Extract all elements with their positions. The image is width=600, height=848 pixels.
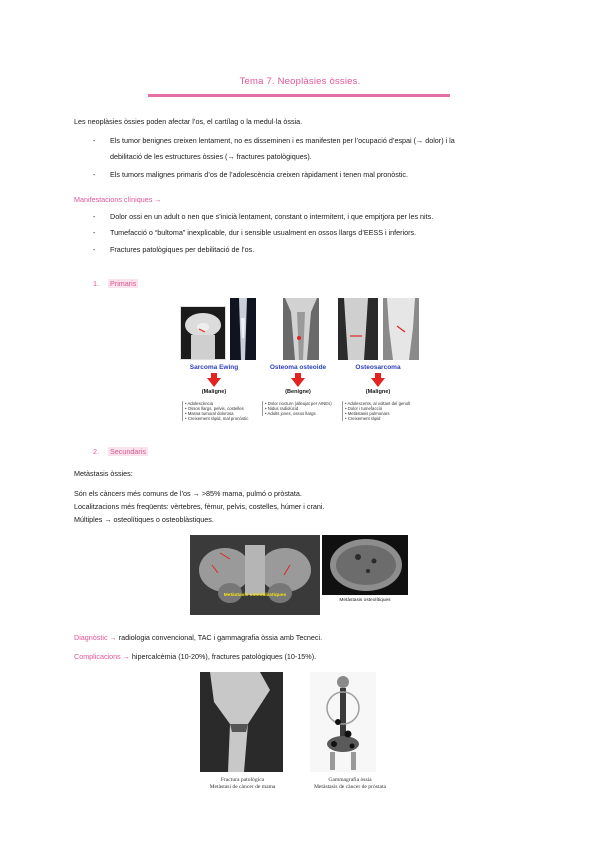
osteosarcoma-xray-image-1 bbox=[338, 298, 378, 360]
metastasis-line-1: Són els càncers més comuns de l’os → >85% mama, pulmó o pròstata. bbox=[74, 489, 302, 498]
arrow-down-icon bbox=[371, 373, 385, 387]
tumour-1-note: • Creixement ràpid, mal pronòstic bbox=[185, 416, 249, 421]
tumour-3-note: • Adolescents, al voltant del genoll bbox=[345, 401, 411, 406]
fracture-caption-line: Fractura patològica bbox=[220, 777, 265, 783]
tumour-name-3: Osteosarcoma bbox=[355, 364, 401, 371]
osteosarcoma-xray-image-2 bbox=[383, 298, 419, 360]
pelvis-xray-image bbox=[190, 535, 320, 615]
tumour-type-2: (Benigne) bbox=[285, 389, 311, 395]
xray-osteosarcoma-1 bbox=[338, 298, 378, 360]
xray-ewing-longbone bbox=[230, 298, 256, 360]
bone-scan-caption bbox=[300, 777, 400, 790]
section-2-label bbox=[108, 447, 148, 456]
fracture-xray-image bbox=[200, 672, 283, 772]
tumour-notes-3 bbox=[342, 401, 423, 421]
tumour-1-note: • Ossos llargs, pelvis, costelles bbox=[185, 406, 244, 411]
intro-bullet-1: Els tumor benignes creixen lentament, no es disseminen i es manifesten per l’ocupació d’espai (→ dolor) i la bbox=[110, 136, 455, 145]
manifestacio-item-1: Dolor ossi en un adult o nen que s’inicià lentament, constant o intermitent, i que empitjora per les nits. bbox=[110, 212, 434, 221]
complications-line bbox=[74, 652, 316, 661]
diagnostic-line bbox=[74, 633, 322, 642]
pelvis-caption: Metàstasis osteoblàstiques bbox=[223, 593, 287, 598]
manifestacio-item-2: Tumefacció o “bultoma” inexplicable, dur i sensible usualment en ossos llargs d’EESS i inferiors. bbox=[110, 228, 417, 237]
bullet-dash: - bbox=[93, 170, 96, 179]
section-2-label-text: Secundaris bbox=[110, 447, 146, 456]
knee-xray-image bbox=[181, 307, 225, 359]
complications-label: Complicacions → bbox=[74, 652, 130, 661]
tumour-name-1: Sarcoma Ewing bbox=[189, 364, 239, 371]
metastasis-subheading: Metàstasis òssies: bbox=[74, 469, 133, 478]
tumour-1-note: • Adolescència bbox=[185, 401, 214, 406]
tumour-type-1: (Maligne) bbox=[201, 389, 227, 395]
diagnostic-text: radiologia convencional, TAC i gammagrafia òssia amb Tecneci. bbox=[118, 633, 323, 642]
fracture-caption bbox=[195, 777, 290, 790]
tumour-type-3: (Maligne) bbox=[365, 389, 391, 395]
diagnostic-label: Diagnòstic → bbox=[74, 633, 117, 642]
tumour-2-note: • Nidus radiolúcid bbox=[265, 406, 299, 411]
bullet-dash: - bbox=[93, 228, 96, 237]
primary-tumours-figure bbox=[180, 296, 420, 436]
intro-lead: Les neoplàsies òssies poden afectar l’os, el cartílag o la medul·la òssia. bbox=[74, 117, 303, 126]
bone-scan-image bbox=[310, 672, 376, 772]
bone-scan-caption-line: Gammagrafia òssia bbox=[328, 777, 372, 783]
xray-osteosarcoma-2 bbox=[383, 298, 419, 360]
xray-osteoid-osteoma bbox=[283, 298, 319, 360]
page-title: Tema 7. Neoplàsies òssies. bbox=[239, 76, 361, 87]
osteoma-xray-image bbox=[283, 298, 319, 360]
skull-caption: Metàstasis osteolítiques bbox=[339, 598, 391, 603]
metastasis-line-3: Múltiples → osteolítiques o osteoblàstiques. bbox=[74, 515, 214, 524]
manifestacions-heading: Manifestacions clíniques → bbox=[74, 195, 162, 204]
xray-ewing-knee bbox=[180, 306, 226, 360]
tumour-notes-2 bbox=[262, 401, 341, 416]
bone-scan bbox=[310, 672, 376, 772]
manifestacio-item-3: Fractures patològiques per debilitació de l’os. bbox=[110, 245, 255, 254]
section-1-label bbox=[108, 279, 138, 288]
tumour-notes-1 bbox=[182, 401, 261, 421]
pelvis-xray bbox=[190, 535, 320, 615]
arrow-down-icon bbox=[207, 373, 221, 387]
tumour-name-2: Osteoma osteoide bbox=[269, 364, 327, 371]
intro-bullet-1-cont: debilitació de les estructures òssies (→ fractures patològiques). bbox=[110, 152, 312, 161]
arrow-down-icon bbox=[291, 373, 305, 387]
bullet-dash: - bbox=[93, 245, 96, 254]
intro-bullet-2: Els tumors malignes primaris d’os de l’adolescència creixen ràpidament i tenen mal pronòstic. bbox=[110, 170, 409, 179]
fracture-caption-line: Metàstasi de càncer de mama bbox=[209, 783, 276, 790]
complications-text: hipercalcèmia (10-20%), fractures patològiques (10-15%). bbox=[131, 652, 317, 661]
tumour-3-note: • Dolor i tumefacció bbox=[345, 406, 383, 411]
tumour-2-note: • Dolor nocturn (alleujat per AINEs) bbox=[265, 401, 332, 406]
tumour-2-note: • Adults joves, ossos llargs bbox=[265, 411, 316, 416]
tumour-1-note: • Massa tumoral dolorosa bbox=[185, 411, 234, 416]
tumour-3-note: • Creixement ràpid bbox=[345, 416, 381, 421]
longbone-xray-image bbox=[230, 298, 256, 360]
title-underline bbox=[148, 94, 450, 97]
bone-scan-caption-line: Metàstasis de càncer de pròstata bbox=[313, 783, 387, 790]
section-1-label-text: Primaris bbox=[110, 279, 137, 288]
skull-xray bbox=[322, 535, 408, 595]
bullet-dash: - bbox=[93, 212, 96, 221]
section-2-number: 2. bbox=[93, 447, 99, 456]
section-1-number: 1. bbox=[93, 279, 99, 288]
bullet-dash: - bbox=[93, 136, 96, 145]
metastasis-line-2: Localitzacions més freqüents: vèrtebres, fèmur, pelvis, costelles, húmer i crani. bbox=[74, 502, 325, 511]
skull-xray-image bbox=[322, 535, 408, 595]
fracture-xray bbox=[200, 672, 283, 772]
tumour-3-note: • Metàstasis pulmonars bbox=[345, 411, 390, 416]
